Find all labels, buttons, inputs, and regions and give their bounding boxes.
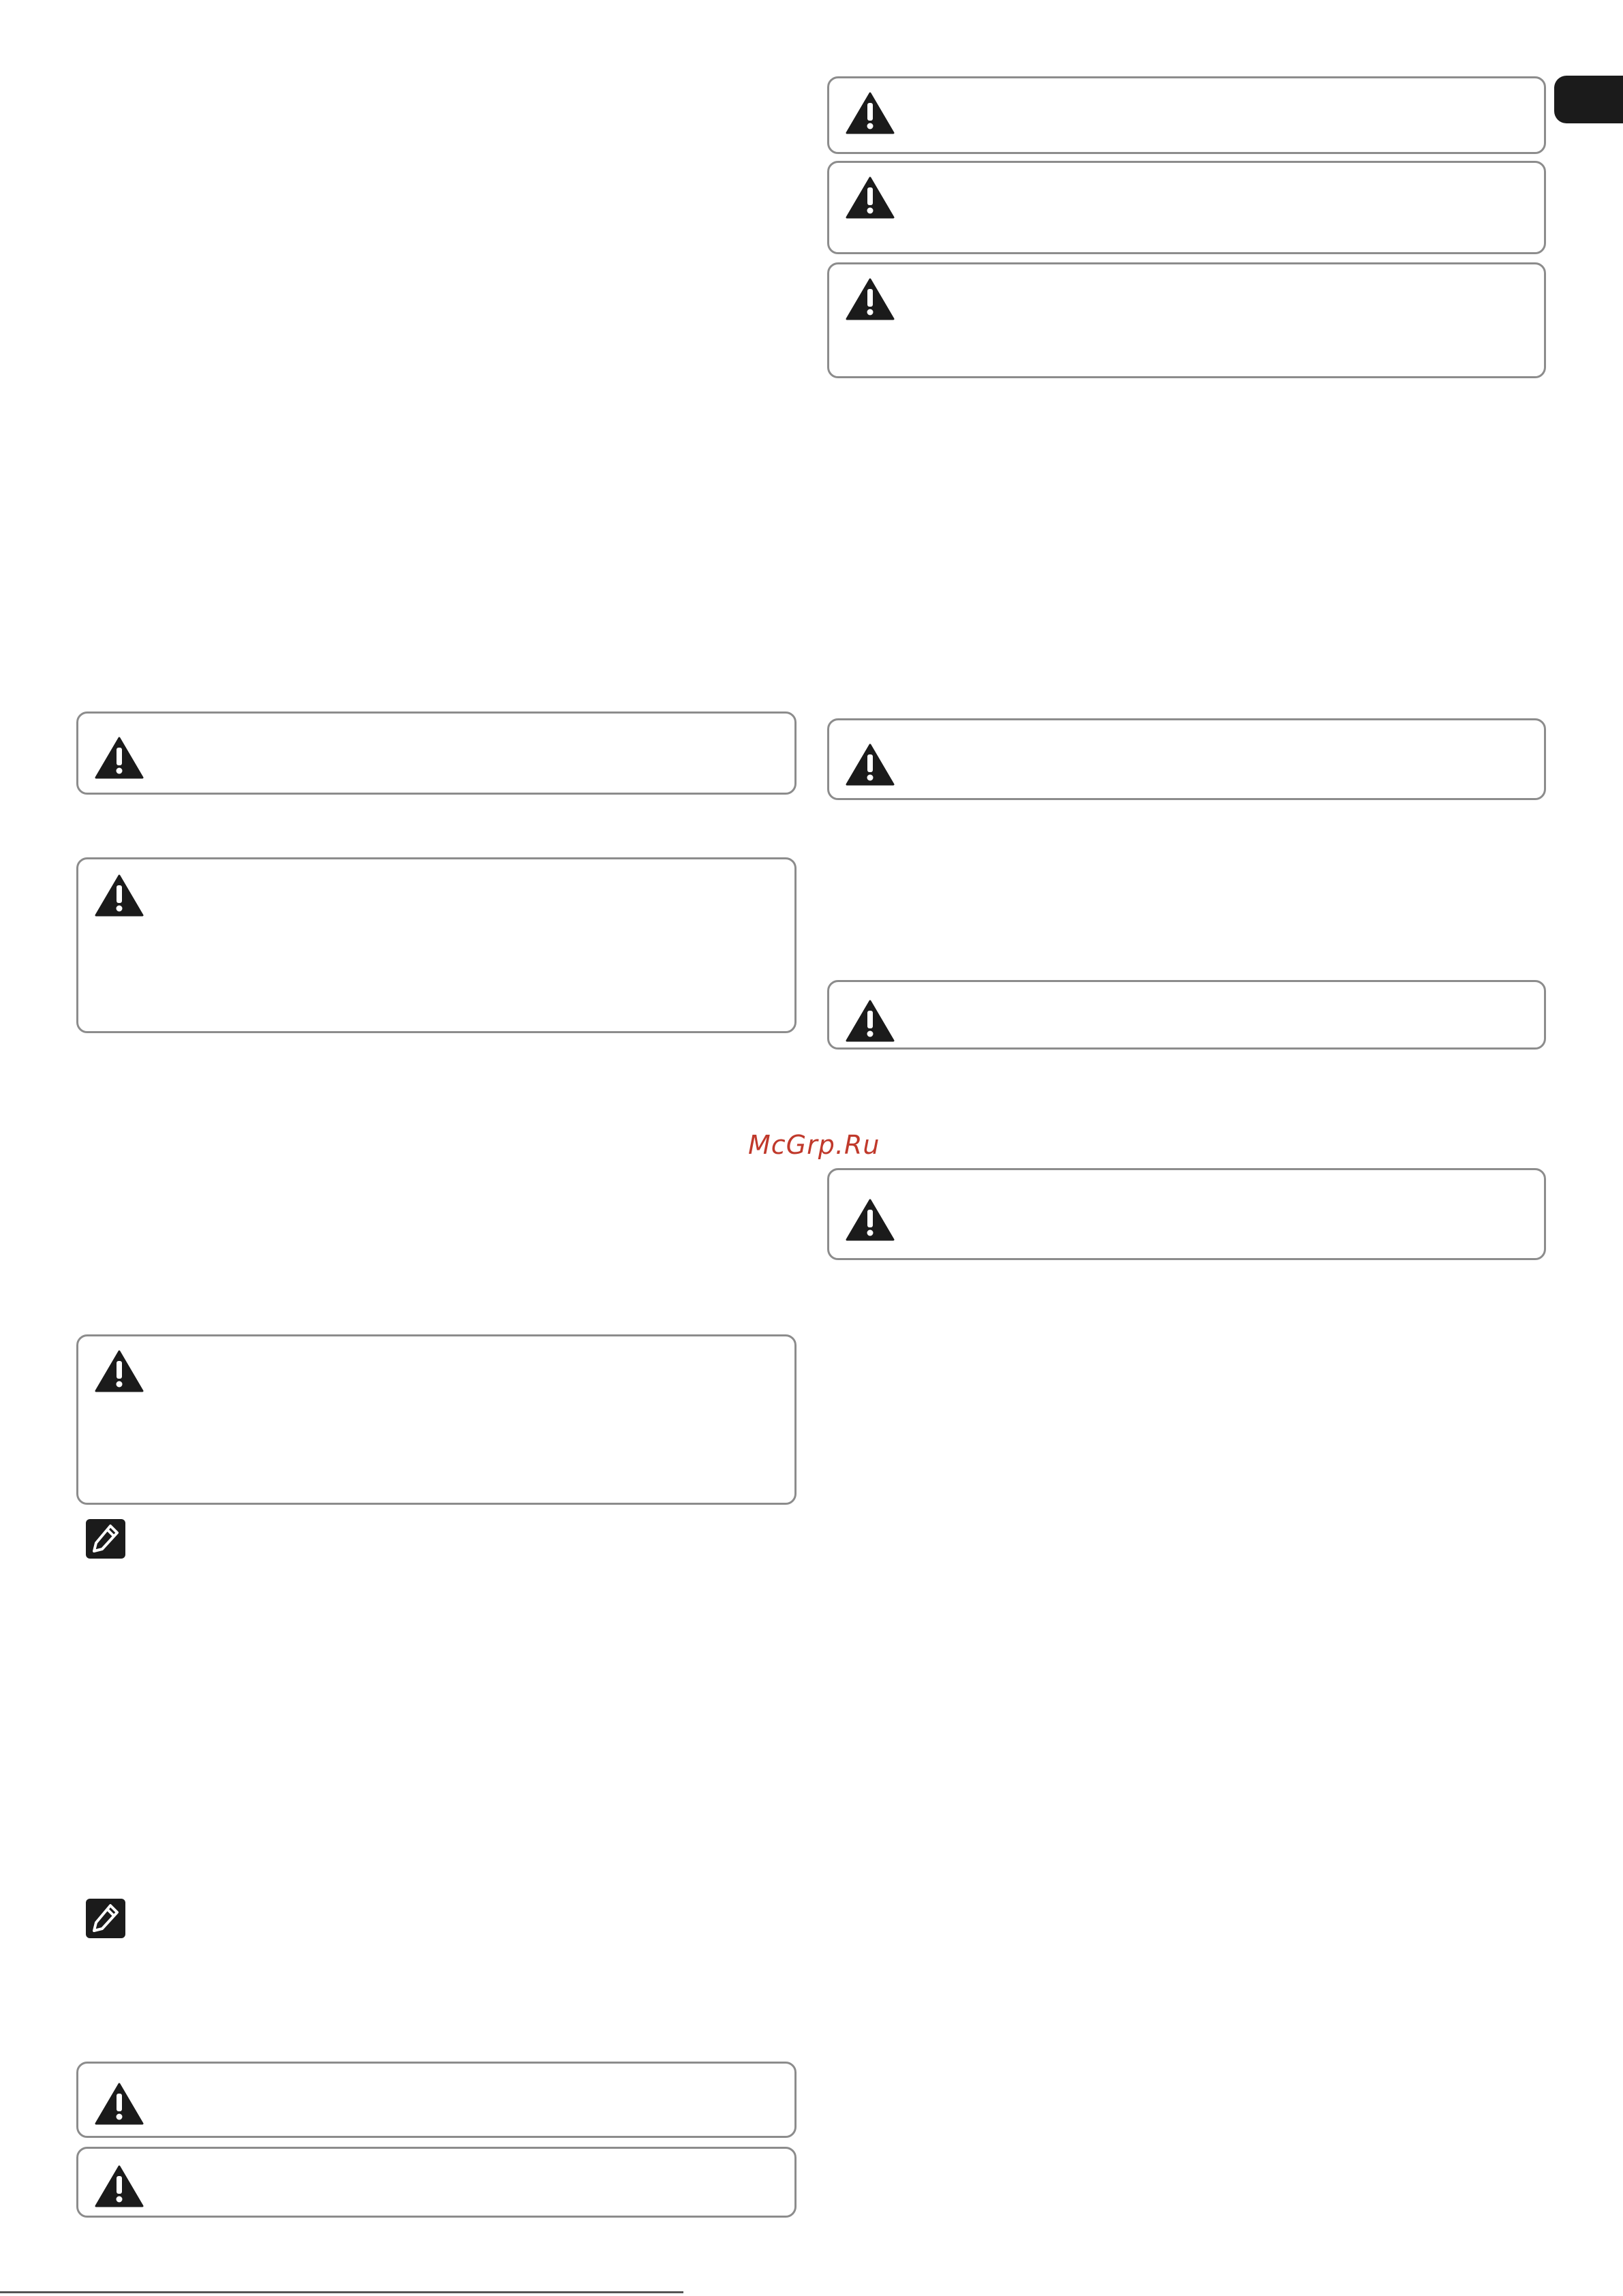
warning-triangle-icon — [846, 177, 895, 219]
warning-triangle-icon — [95, 737, 144, 779]
warning-box-left-3 — [76, 1334, 797, 1505]
warning-box-right-1 — [827, 76, 1546, 154]
language-tab — [1554, 76, 1623, 123]
watermark: McGrp.Ru — [748, 1130, 880, 1160]
pencil-note-icon — [86, 1899, 125, 1938]
warning-triangle-icon — [846, 744, 895, 786]
warning-box-left-2 — [76, 857, 797, 1033]
warning-triangle-icon — [846, 1199, 895, 1241]
footer-rule — [0, 2291, 683, 2293]
warning-box-right-2 — [827, 161, 1546, 254]
warning-box-right-4 — [827, 718, 1546, 800]
warning-box-right-6 — [827, 1168, 1546, 1260]
warning-box-left-5 — [76, 2147, 797, 2218]
warning-triangle-icon — [846, 1000, 895, 1042]
warning-triangle-icon — [95, 874, 144, 917]
warning-box-right-3 — [827, 262, 1546, 378]
warning-triangle-icon — [95, 1350, 144, 1392]
warning-triangle-icon — [846, 92, 895, 134]
warning-triangle-icon — [846, 278, 895, 320]
warning-triangle-icon — [95, 2165, 144, 2207]
pencil-note-icon — [86, 1519, 125, 1559]
warning-box-left-4 — [76, 2062, 797, 2138]
warning-box-right-5 — [827, 980, 1546, 1050]
warning-box-left-1 — [76, 711, 797, 795]
warning-triangle-icon — [95, 2083, 144, 2125]
